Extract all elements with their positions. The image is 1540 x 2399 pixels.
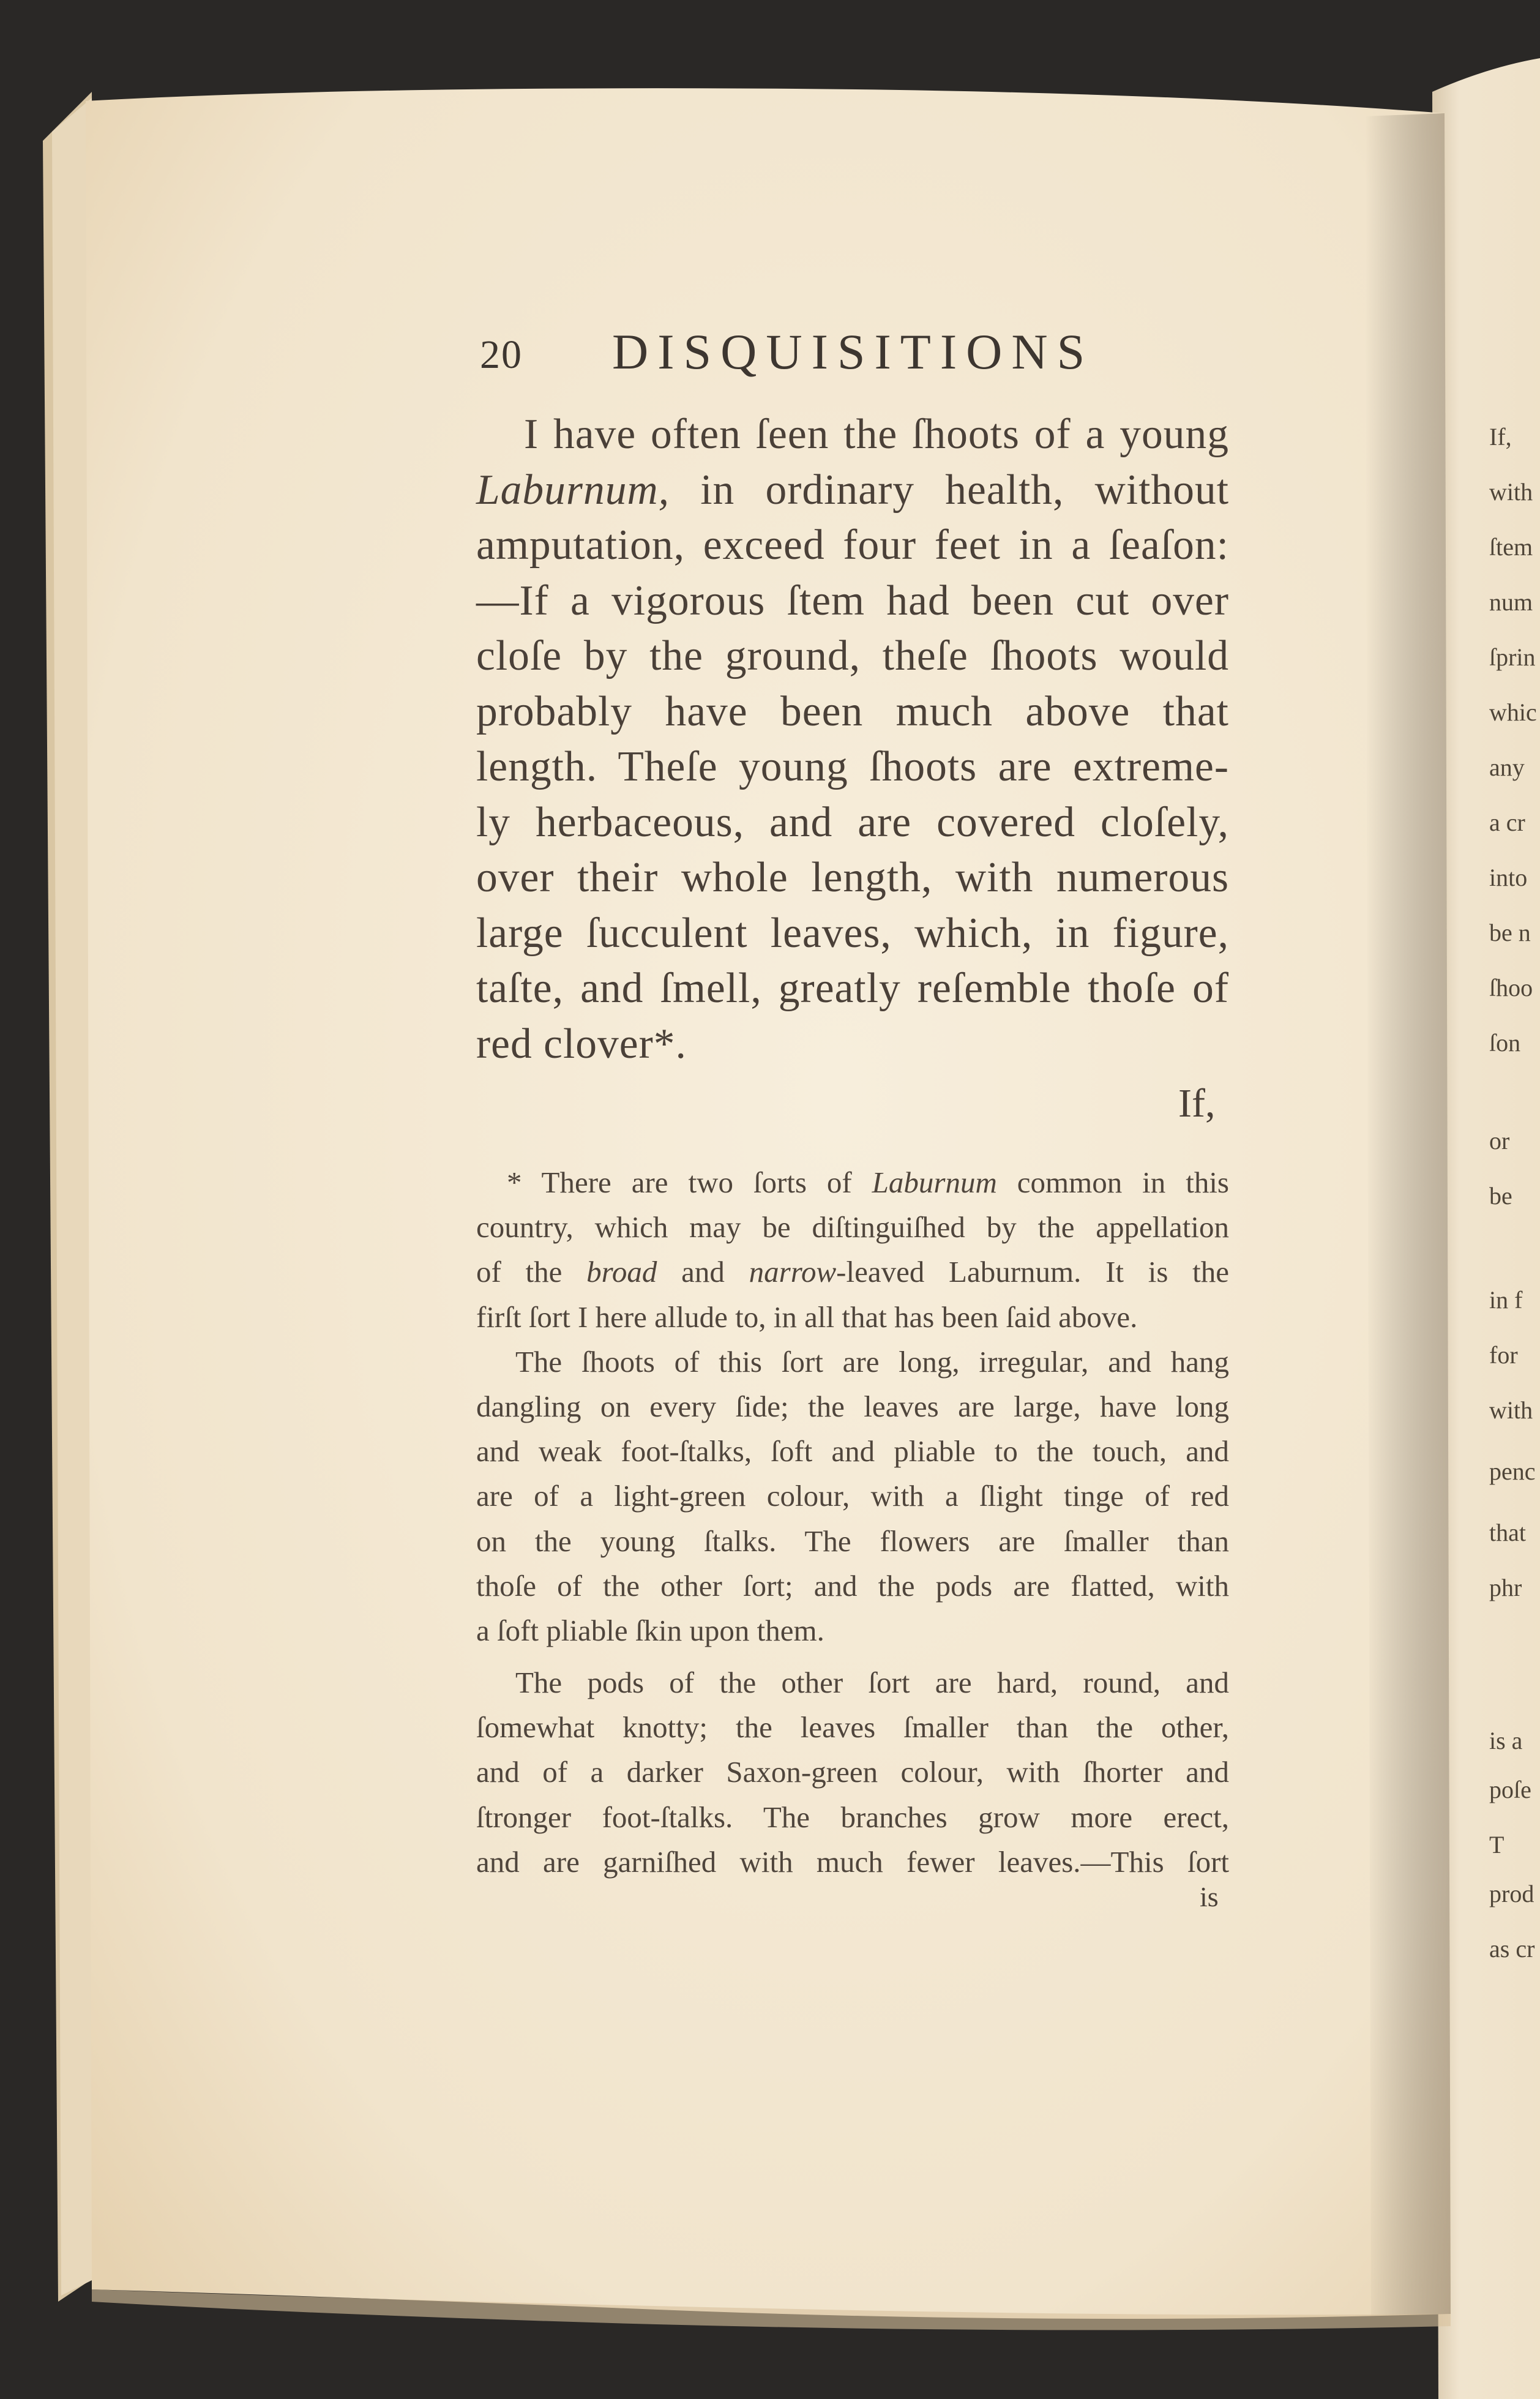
text-line: amputation, exceed four feet in a ſeaſon: [476, 522, 1229, 569]
footnote-line: a ſoft pliable ſkin upon them. [476, 1613, 824, 1647]
text-line: I have often ſeen the ſhoots of a young [524, 411, 1229, 458]
edge-fragment: is a [1489, 1727, 1523, 1754]
footnote-line: on the young ſtalks. The flowers are ſmaller than [476, 1524, 1229, 1558]
facing-page-text-fragments [1484, 67, 1540, 2326]
edge-fragment: with [1489, 1396, 1533, 1424]
footnote-line: * There are two ſorts of Laburnum common in this [507, 1166, 1230, 1199]
running-head-title: DISQUISITIONS [612, 324, 1094, 380]
footnote-line: thoſe of the other ſort; and the pods are flatted, with [476, 1568, 1229, 1603]
footnote [476, 1160, 1229, 1884]
edge-fragment: whic [1489, 698, 1537, 726]
edge-fragment: num [1489, 588, 1533, 616]
edge-fragment: any [1489, 754, 1525, 781]
italic-word: Laburnum, [476, 466, 670, 514]
edge-fragment: into [1489, 864, 1528, 891]
text-line: red clover*. [476, 1020, 687, 1068]
running-head [476, 318, 1229, 386]
footnote-line: ſtronger foot-ſtalks. The branches grow more erect, [476, 1800, 1229, 1834]
text-line: taſte, and ſmell, greatly reſemble thoſe of [476, 965, 1229, 1012]
catchword: If, [1178, 1081, 1216, 1126]
footnote-catchword: is [1200, 1881, 1219, 1912]
text-line: length. Theſe young ſhoots are extreme- [476, 743, 1229, 790]
edge-fragment: ſtem [1489, 533, 1533, 561]
edge-fragment: that [1489, 1519, 1526, 1546]
edge-fragment: or [1489, 1127, 1510, 1155]
edge-fragment: If, [1489, 423, 1512, 451]
text-line: —If a vigorous ſtem had been cut over [476, 577, 1229, 624]
footnote-line: and weak foot-ſtalks, ſoft and pliable to the touch, and [476, 1434, 1229, 1469]
footnote-line: firſt ſort I here allude to, in all that has been ſaid above. [476, 1300, 1138, 1334]
footnote-line: country, which may be diſtinguiſhed by the appellation [476, 1210, 1229, 1244]
page-number: 20 [480, 332, 523, 377]
edge-fragment: with [1489, 478, 1533, 506]
footnote-line: The pods of the other ſort are hard, round, and [515, 1666, 1229, 1700]
edge-fragment: ſprin [1489, 643, 1536, 671]
edge-fragment: be n [1489, 919, 1531, 946]
footnote-line: dangling on every ſide; the leaves are large, have long [476, 1389, 1229, 1423]
edge-fragment: in f [1489, 1286, 1523, 1314]
text-line: Laburnum, in ordinary health, without [476, 466, 1230, 514]
main-text [476, 407, 1229, 1072]
text-line: ly herbaceous, and are covered cloſely, [476, 798, 1229, 846]
footnote-line: and of a darker Saxon-green colour, with ſhorter and [476, 1755, 1229, 1789]
edge-fragment: phr [1489, 1574, 1522, 1601]
edge-fragment: prod [1489, 1880, 1534, 1907]
edge-fragment: be [1489, 1182, 1512, 1210]
footnote-line: are of a light-green colour, with a ſlight tinge of red [476, 1479, 1229, 1513]
edge-fragment: penc [1489, 1458, 1536, 1485]
footnote-line: ſomewhat knotty; the leaves ſmaller than the other, [476, 1710, 1229, 1745]
edge-fragment: poſe [1489, 1776, 1531, 1803]
text-line: cloſe by the ground, theſe ſhoots would [476, 632, 1229, 679]
edge-fragment: for [1489, 1341, 1518, 1369]
footnote-line: of the broad and narrow-leaved Laburnum. It is the [476, 1255, 1230, 1289]
footnote-line: The ſhoots of this ſort are long, irregular, and hang [515, 1344, 1229, 1379]
edge-fragment: as cr [1489, 1935, 1535, 1963]
edge-fragment: T [1489, 1831, 1504, 1858]
edge-fragment: a cr [1489, 809, 1525, 836]
text-line: over their whole length, with numerous [476, 854, 1229, 901]
edge-fragment: ſon [1489, 1029, 1521, 1057]
text-line: large ſucculent leaves, which, in figure, [476, 909, 1229, 957]
text-line: probably have been much above that [476, 687, 1229, 735]
footnote-line: and are garniſhed with much fewer leaves.—This ſort [476, 1844, 1229, 1879]
edge-fragment: ſhoo [1489, 974, 1533, 1001]
